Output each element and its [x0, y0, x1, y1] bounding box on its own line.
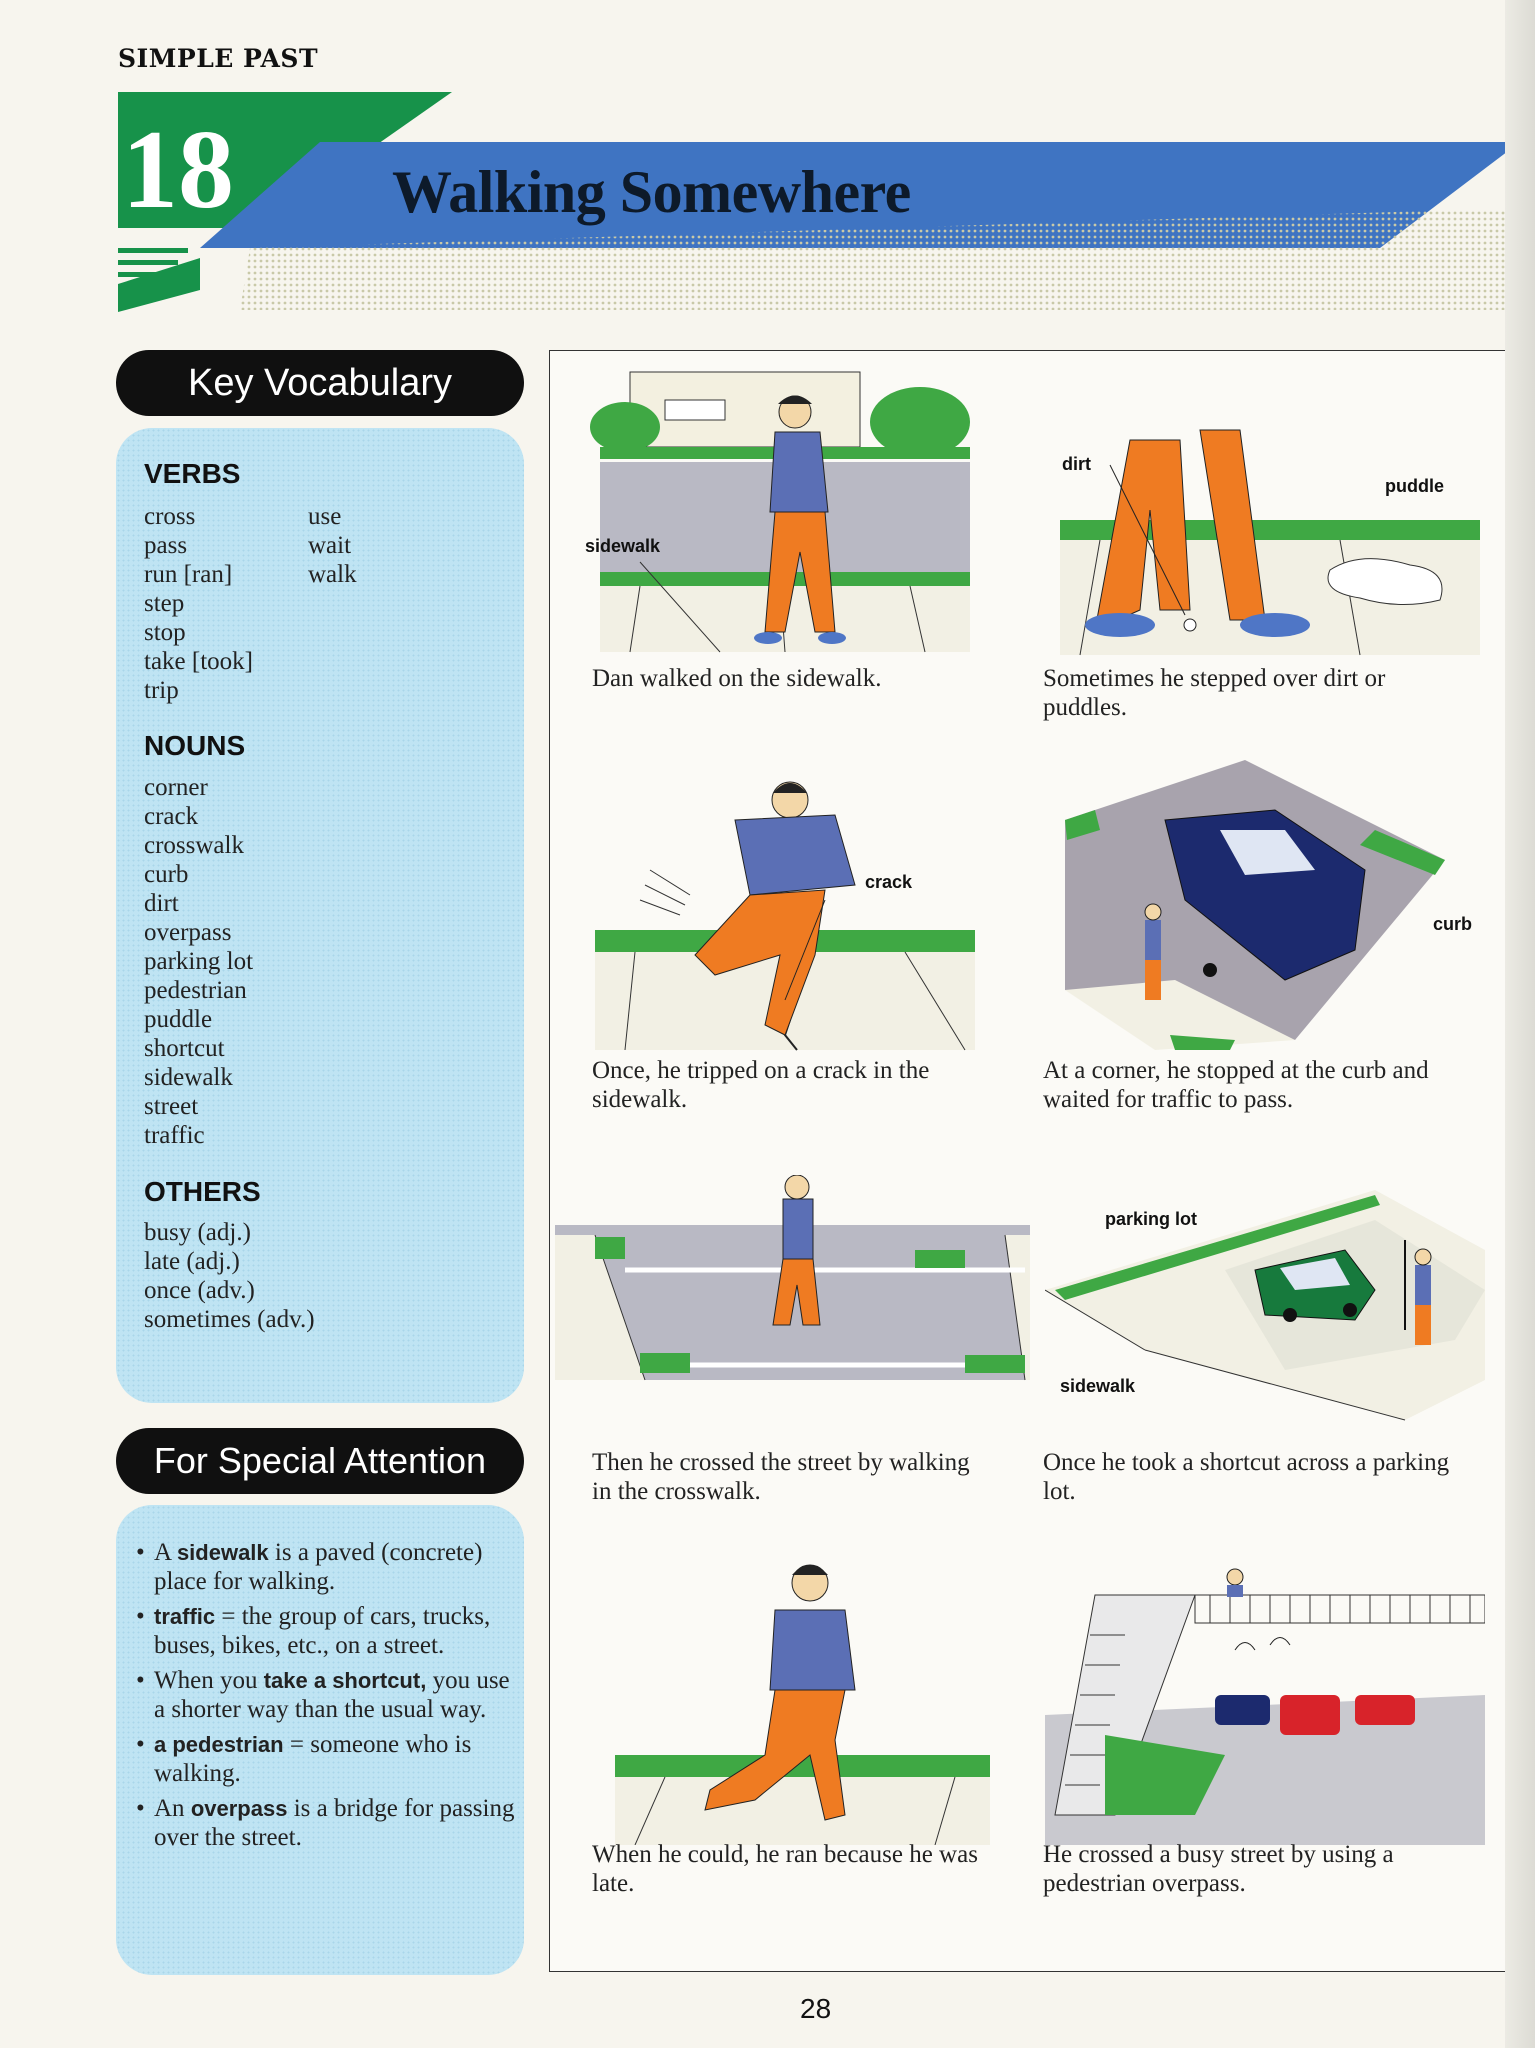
scene-caption: When he could, he ran because he was late. [592, 1841, 978, 1897]
list-item: run [ran] [144, 561, 233, 588]
list-item: dirt [144, 890, 179, 917]
list-item: shortcut [144, 1035, 225, 1062]
special-attention-title: For Special Attention [116, 1428, 524, 1494]
list-item: wait [308, 532, 352, 559]
others-heading: OTHERS [144, 1176, 261, 1207]
list-item: use [308, 503, 342, 530]
scene-parking-illustration [1045, 1180, 1485, 1425]
section-label: SIMPLE PAST [118, 44, 319, 73]
list-item: • A sidewalk is a paved (concrete) place for walking. [136, 1538, 516, 1596]
list-item: • a pedestrian = someone who is walking. [136, 1730, 516, 1788]
scene-curb-illustration [1045, 750, 1490, 1060]
page-edge [1505, 0, 1535, 2048]
scene-overpass-illustration [1045, 1555, 1485, 1845]
page-number: 28 [800, 1993, 832, 2024]
list-item: traffic [144, 1122, 205, 1149]
key-vocabulary-title: Key Vocabulary [116, 350, 524, 416]
scene-caption: At a corner, he stopped at the curb and waited for traffic to pass. [1043, 1057, 1429, 1113]
list-item: crack [144, 803, 199, 830]
scene-walking-illustration [580, 362, 980, 662]
list-item: • traffic = the group of cars, trucks, buses, bikes, etc., on a street. [136, 1602, 516, 1660]
list-item: busy (adj.) [144, 1219, 251, 1246]
list-item: crosswalk [144, 832, 244, 859]
list-item: overpass [144, 919, 232, 946]
list-item: pass [144, 532, 188, 559]
chapter-number: 18 [122, 108, 234, 232]
scene-caption: Once, he tripped on a crack in the sidewalk. [592, 1057, 930, 1113]
list-item: curb [144, 861, 189, 888]
list-item: stop [144, 619, 186, 646]
scene-caption: Sometimes he stepped over dirt or puddles. [1043, 665, 1386, 721]
others-list [144, 1218, 315, 1334]
list-item: trip [144, 677, 179, 704]
scene-caption: Once he took a shortcut across a parking lot. [1043, 1449, 1450, 1505]
list-item: street [144, 1093, 199, 1120]
nouns-heading: NOUNS [144, 730, 246, 761]
scene-caption: Then he crossed the street by walking in the crosswalk. [592, 1449, 970, 1505]
scene-label: sidewalk [1060, 1376, 1136, 1396]
scene-caption: Dan walked on the sidewalk. [592, 665, 882, 692]
verbs-list-2 [308, 502, 357, 589]
list-item: corner [144, 774, 208, 801]
special-attention-list [136, 1538, 516, 1858]
scene-label: dirt [1062, 454, 1091, 474]
list-item: • When you take a shortcut, you use a shorter way than the usual way. [136, 1666, 516, 1724]
scene-label: parking lot [1105, 1209, 1198, 1229]
chapter-title: Walking Somewhere [392, 159, 911, 225]
list-item: • An overpass is a bridge for passing over the street. [136, 1794, 516, 1852]
list-item: walk [308, 561, 357, 588]
list-item: late (adj.) [144, 1248, 240, 1275]
scene-stepping-illustration [1040, 420, 1480, 665]
list-item: once (adv.) [144, 1277, 255, 1304]
verbs-heading: VERBS [144, 458, 241, 489]
scene-tripping-illustration [585, 755, 985, 1055]
list-item: parking lot [144, 948, 254, 975]
scene-label: puddle [1385, 476, 1444, 496]
nouns-list [144, 773, 253, 1150]
scene-crosswalk-illustration [555, 1175, 1030, 1395]
scene-caption: He crossed a busy street by using a pedestrian overpass. [1043, 1841, 1394, 1897]
list-item: puddle [144, 1006, 213, 1033]
scene-label: sidewalk [585, 536, 661, 556]
list-item: step [144, 590, 185, 617]
scene-running-illustration [615, 1555, 990, 1845]
list-item: sometimes (adv.) [144, 1306, 315, 1333]
scene-label: crack [865, 872, 913, 892]
verbs-list [144, 502, 253, 705]
list-item: take [took] [144, 648, 253, 675]
scene-label: curb [1433, 914, 1473, 934]
list-item: sidewalk [144, 1064, 233, 1091]
list-item: cross [144, 503, 196, 530]
list-item: pedestrian [144, 977, 247, 1004]
